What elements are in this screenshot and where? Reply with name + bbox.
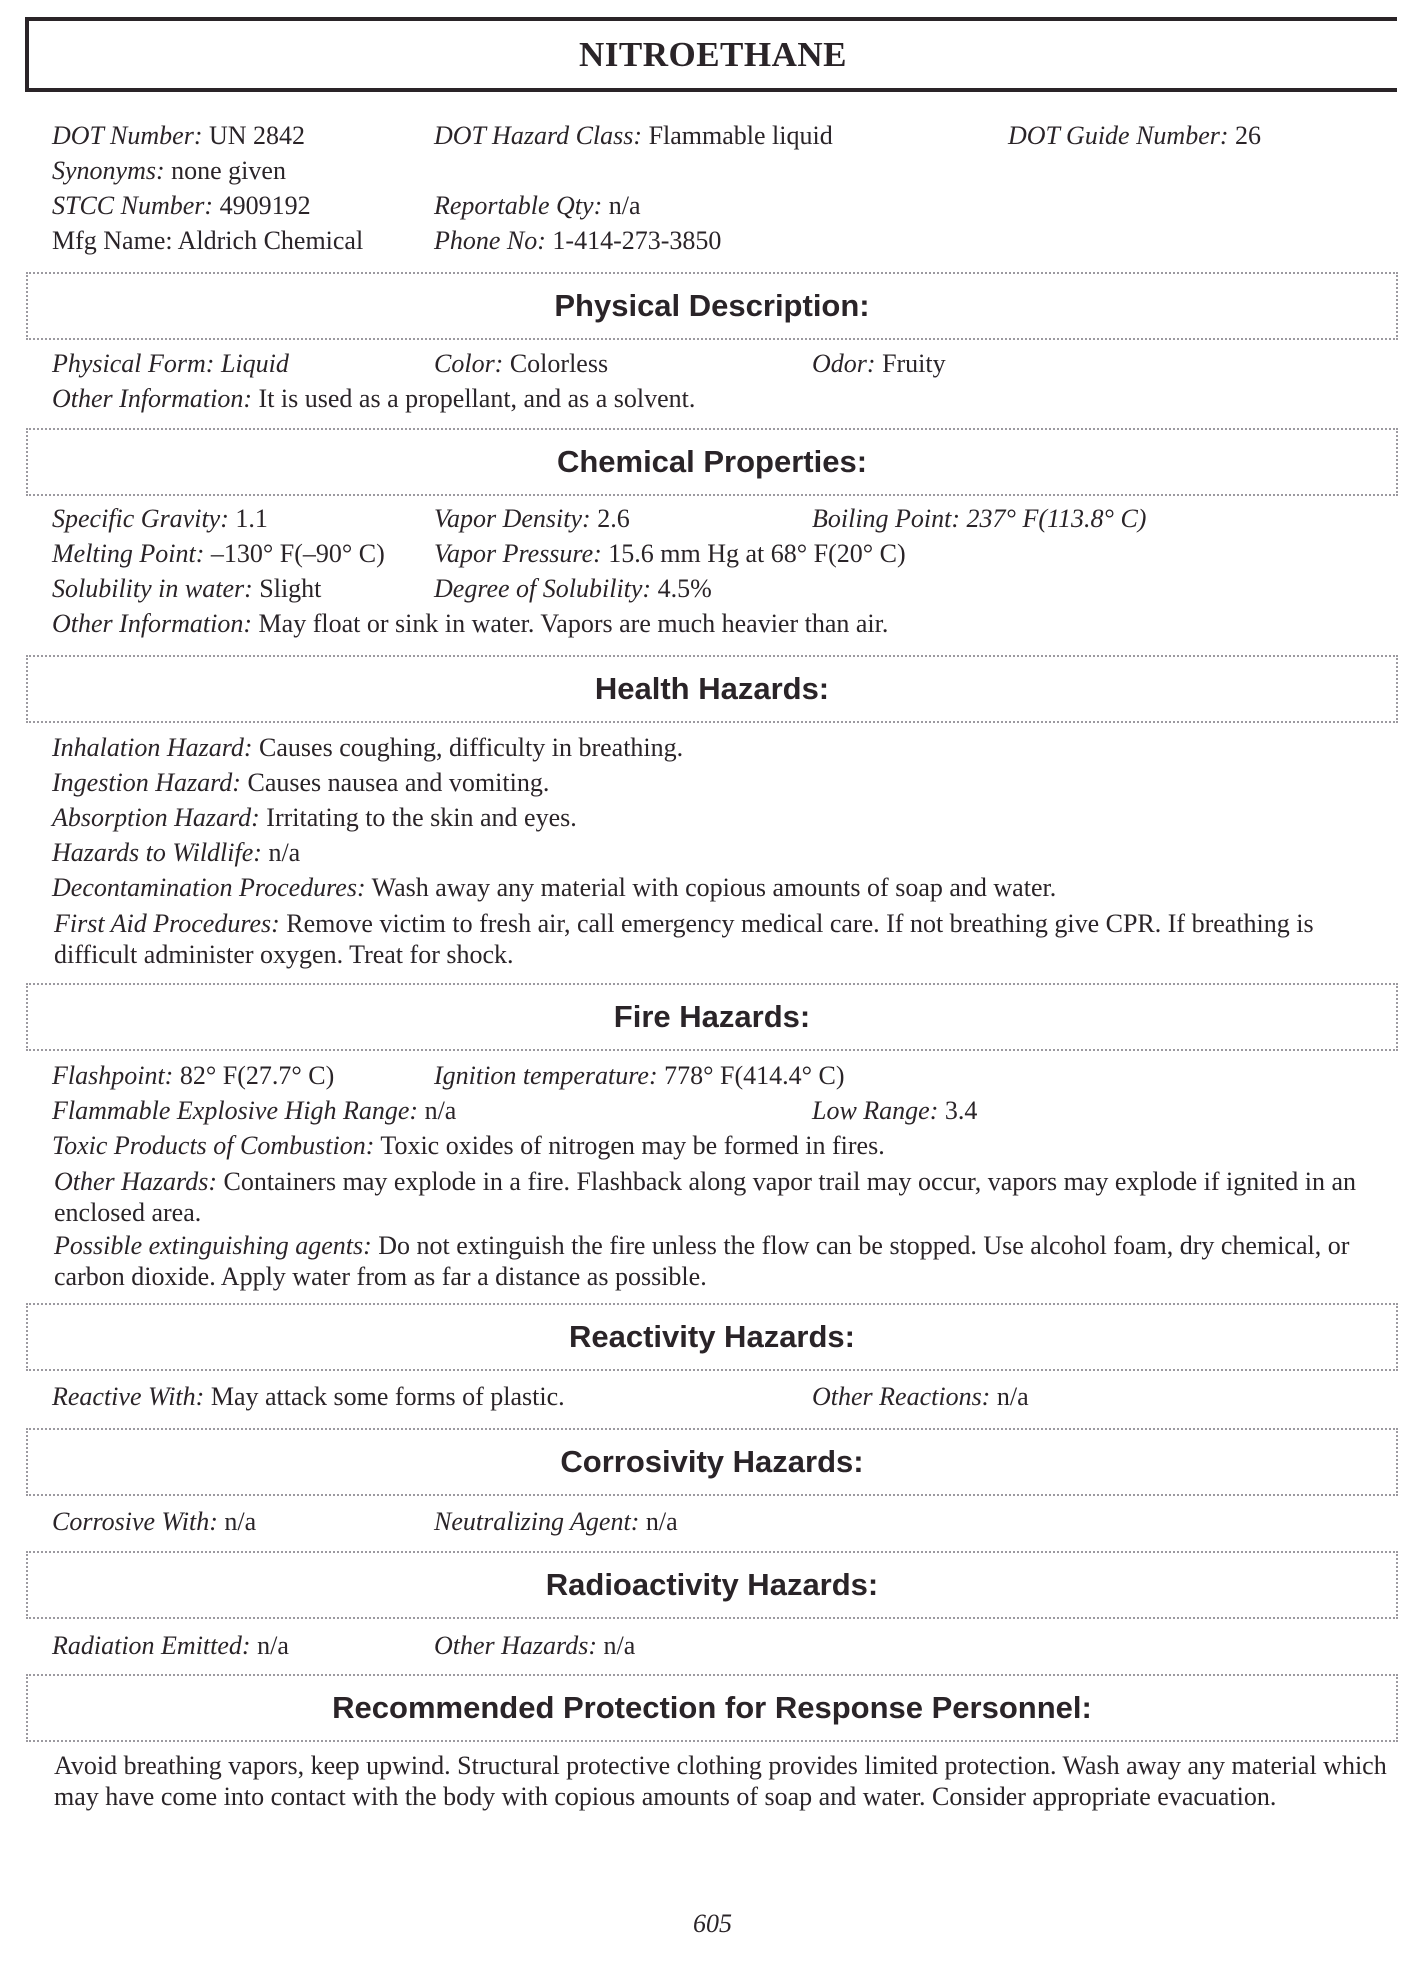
radiation-emitted: Radiation Emitted: n/a <box>52 1631 289 1660</box>
physical-form: Physical Form: Liquid <box>52 349 289 378</box>
dot-guide-number: DOT Guide Number: 26 <box>1008 121 1262 150</box>
section-header-health <box>26 655 1398 723</box>
section-header-fire <box>26 983 1398 1051</box>
stcc-number: STCC Number: 4909192 <box>52 191 311 220</box>
title-box <box>25 17 1397 92</box>
section-heading: Radioactivity Hazards: <box>545 1567 879 1602</box>
vapor-pressure: Vapor Pressure: 15.6 mm Hg at 68° F(20° C) <box>434 539 906 568</box>
section-heading: Health Hazards: <box>594 671 830 706</box>
decontamination-procedures: Decontamination Procedures: Wash away any material with copious amounts of soap and water. <box>52 873 1057 902</box>
solubility-in-water: Solubility in water: Slight <box>52 574 322 603</box>
section-header-corrosivity <box>26 1428 1398 1496</box>
vapor-density: Vapor Density: 2.6 <box>434 504 630 533</box>
physical-other-info: Other Information: It is used as a propellant, and as a solvent. <box>52 384 696 413</box>
section-heading: Reactivity Hazards: <box>568 1319 855 1354</box>
section-header-chemical <box>26 428 1398 496</box>
phone-number: Phone No: 1-414-273-3850 <box>434 226 722 255</box>
boiling-point: Boiling Point: 237° F(113.8° C) <box>812 504 1147 533</box>
color: Color: Colorless <box>434 349 609 378</box>
section-header-physical <box>26 272 1398 340</box>
section-header-reactivity <box>26 1303 1398 1371</box>
ingestion-hazard: Ingestion Hazard: Causes nausea and vomiting. <box>52 768 550 797</box>
dot-number: DOT Number: UN 2842 <box>52 121 306 150</box>
other-reactions: Other Reactions: n/a <box>812 1382 1029 1411</box>
flashpoint: Flashpoint: 82° F(27.7° C) <box>52 1061 335 1090</box>
fire-other-hazards: Other Hazards: Containers may explode in a fire. Flashback along vapor trail may occur, vapors may explode if ignited in an enclosed area. <box>54 1167 1356 1227</box>
absorption-hazard: Absorption Hazard: Irritating to the skin and eyes. <box>52 803 577 832</box>
hazards-to-wildlife: Hazards to Wildlife: n/a <box>52 838 301 867</box>
chemical-other-info: Other Information: May float or sink in water. Vapors are much heavier than air. <box>52 609 889 638</box>
first-aid-procedures: First Aid Procedures: Remove victim to fresh air, call emergency medical care. If not breathing give CPR. If breathing is difficult administer oxygen. Treat for shock. <box>54 909 1314 969</box>
section-heading: Corrosivity Hazards: <box>560 1444 864 1479</box>
degree-of-solubility: Degree of Solubility: 4.5% <box>434 574 712 603</box>
section-header-radioactivity <box>26 1551 1398 1619</box>
protection-text: Avoid breathing vapors, keep upwind. Structural protective clothing provides limited protection. Wash away any material which may have come into contact with the body with copious amounts of soap and water. Consider appropriate evacuation. <box>54 1751 1387 1811</box>
dot-hazard-class: DOT Hazard Class: Flammable liquid <box>434 121 833 150</box>
section-heading: Chemical Properties: <box>556 444 868 479</box>
corrosive-with: Corrosive With: n/a <box>52 1507 257 1536</box>
inhalation-hazard: Inhalation Hazard: Causes coughing, difficulty in breathing. <box>52 733 684 762</box>
melting-point: Melting Point: –130° F(–90° C) <box>52 539 385 568</box>
synonyms: Synonyms: none given <box>52 156 286 185</box>
flammable-high-range: Flammable Explosive High Range: n/a <box>52 1096 457 1125</box>
page-number: 605 <box>693 1909 732 1938</box>
ignition-temperature: Ignition temperature: 778° F(414.4° C) <box>434 1061 845 1090</box>
toxic-products-of-combustion: Toxic Products of Combustion: Toxic oxides of nitrogen may be formed in fires. <box>52 1131 885 1160</box>
radioactivity-other-hazards: Other Hazards: n/a <box>434 1631 636 1660</box>
specific-gravity: Specific Gravity: 1.1 <box>52 504 268 533</box>
reactive-with: Reactive With: May attack some forms of plastic. <box>52 1382 565 1411</box>
neutralizing-agent: Neutralizing Agent: n/a <box>434 1507 678 1536</box>
section-header-protection <box>26 1674 1398 1742</box>
section-heading: Physical Description: <box>554 288 870 323</box>
reportable-qty: Reportable Qty: n/a <box>434 191 641 220</box>
odor: Odor: Fruity <box>812 349 946 378</box>
page-title: NITROETHANE <box>578 35 848 74</box>
section-heading: Recommended Protection for Response Personnel: <box>332 1690 1092 1725</box>
low-range: Low Range: 3.4 <box>812 1096 978 1125</box>
extinguishing-agents: Possible extinguishing agents: Do not extinguish the fire unless the flow can be stopped. Use alcohol foam, dry chemical, or carbon dioxide. Apply water from as far a distance as possible. <box>54 1231 1350 1291</box>
mfg-name: Mfg Name: Aldrich Chemical <box>52 226 364 255</box>
section-heading: Fire Hazards: <box>613 999 811 1034</box>
